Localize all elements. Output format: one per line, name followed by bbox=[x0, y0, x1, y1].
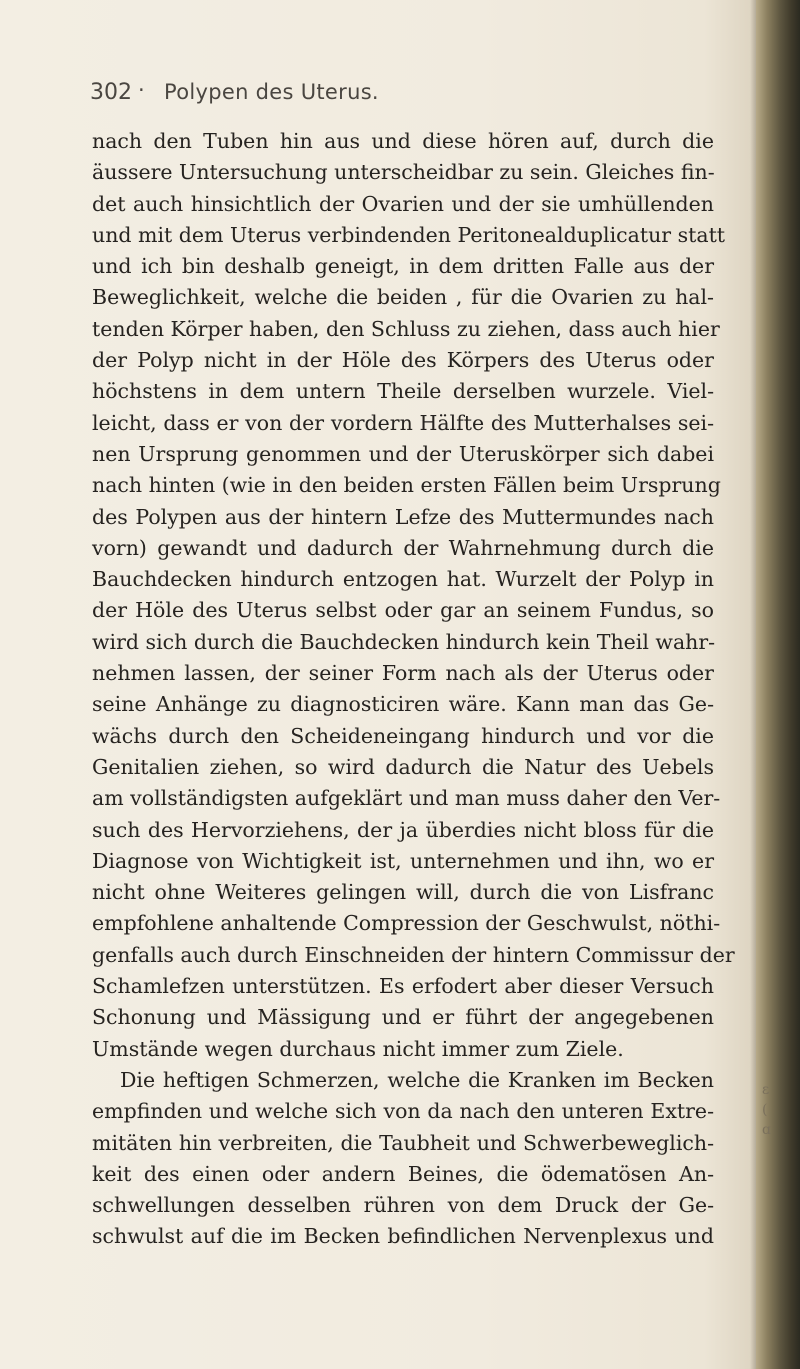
text-line: Umstände wegen durchaus nicht immer zum Ziele. bbox=[92, 1036, 624, 1061]
text-line: keit des einen oder andern Beines, die ödematösen An- bbox=[92, 1161, 714, 1186]
text-line: vorn) gewandt und dadurch der Wahrnehmung durch die bbox=[92, 535, 714, 560]
text-line: schwulst auf die im Becken befindlichen Nervenplexus und bbox=[92, 1224, 714, 1249]
text-line: der Höle des Uterus selbst oder gar an seinem Fundus, so bbox=[92, 598, 714, 623]
text-line: Genitalien ziehen, so wird dadurch die Natur des Uebels bbox=[92, 754, 714, 779]
text-line: mitäten hin verbreiten, die Taubheit und Schwerbeweglich- bbox=[92, 1130, 714, 1155]
text-line: der Polyp nicht in der Höle des Körpers des Uterus oder bbox=[92, 348, 714, 373]
text-line: genfalls auch durch Einschneiden der hintern Commissur der bbox=[92, 942, 735, 967]
margin-mark: ( bbox=[762, 1102, 768, 1118]
text-line: und ich bin deshalb geneigt, in dem dritten Falle aus der bbox=[92, 254, 714, 279]
text-line: am vollständigsten aufgeklärt und man muss daher den Ver- bbox=[92, 786, 721, 811]
page-header bbox=[90, 76, 710, 110]
text-line: such des Hervorziehens, der ja überdies nicht bloss für die bbox=[92, 817, 714, 842]
text-line: nen Ursprung genommen und der Uteruskörper sich dabei bbox=[92, 441, 714, 466]
text-line: nicht ohne Weiteres gelingen will, durch die von Lisfranc bbox=[92, 880, 714, 905]
text-line: des Polypen aus der hintern Lefze des Muttermundes nach bbox=[92, 504, 714, 529]
text-line: Bauchdecken hindurch entzogen hat. Wurzelt der Polyp in bbox=[92, 567, 714, 592]
text-line: Diagnose von Wichtigkeit ist, unternehmen und ihn, wo er bbox=[92, 848, 714, 873]
text-line: nehmen lassen, der seiner Form nach als der Uterus oder bbox=[92, 661, 714, 686]
text-line: empfohlene anhaltende Compression der Geschwulst, nöthi- bbox=[92, 911, 721, 936]
text-line: det auch hinsichtlich der Ovarien und der sie umhüllenden bbox=[92, 191, 714, 216]
text-line: Beweglichkeit, welche die beiden , für die Ovarien zu hal- bbox=[92, 285, 714, 310]
text-line: Schamlefzen unterstützen. Es erfodert aber dieser Versuch bbox=[92, 974, 714, 999]
text-line: und mit dem Uterus verbindenden Peritonealduplicatur statt bbox=[92, 222, 726, 247]
text-line: leicht, dass er von der vordern Hälfte des Mutterhalses sei- bbox=[92, 410, 714, 435]
text-line: höchstens in dem untern Theile derselben wurzele. Viel- bbox=[92, 379, 714, 404]
text-line: Schonung und Mässigung und er führt der angegebenen bbox=[92, 1005, 714, 1030]
text-line: wird sich durch die Bauchdecken hindurch kein Theil wahr- bbox=[92, 629, 716, 654]
page-number: 302 bbox=[90, 80, 132, 105]
text-line: Die heftigen Schmerzen, welche die Kranken im Becken bbox=[120, 1067, 714, 1092]
body-text bbox=[92, 126, 735, 1253]
margin-mark: ɛ bbox=[762, 1082, 770, 1098]
header-separator: · bbox=[138, 78, 145, 102]
text-line: seine Anhänge zu diagnosticiren wäre. Kann man das Ge- bbox=[92, 692, 714, 717]
margin-marks bbox=[762, 1080, 776, 1140]
running-head: Polypen des Uterus. bbox=[164, 80, 379, 104]
text-line: wächs durch den Scheideneingang hindurch und vor die bbox=[92, 723, 714, 748]
text-line: nach den Tuben hin aus und diese hören auf, durch die bbox=[92, 129, 714, 153]
text-line: nach hinten (wie in den beiden ersten Fällen beim Ursprung bbox=[92, 473, 721, 498]
text-line: äussere Untersuchung unterscheidbar zu sein. Gleiches fin- bbox=[92, 160, 715, 185]
text-line: tenden Körper haben, den Schluss zu ziehen, dass auch hier bbox=[92, 316, 720, 341]
book-spine bbox=[756, 0, 800, 1369]
margin-mark: ɑ bbox=[762, 1122, 771, 1138]
text-line: schwellungen desselben rühren von dem Druck der Ge- bbox=[92, 1193, 714, 1218]
text-line: empfinden und welche sich von da nach den unteren Extre- bbox=[92, 1099, 714, 1124]
